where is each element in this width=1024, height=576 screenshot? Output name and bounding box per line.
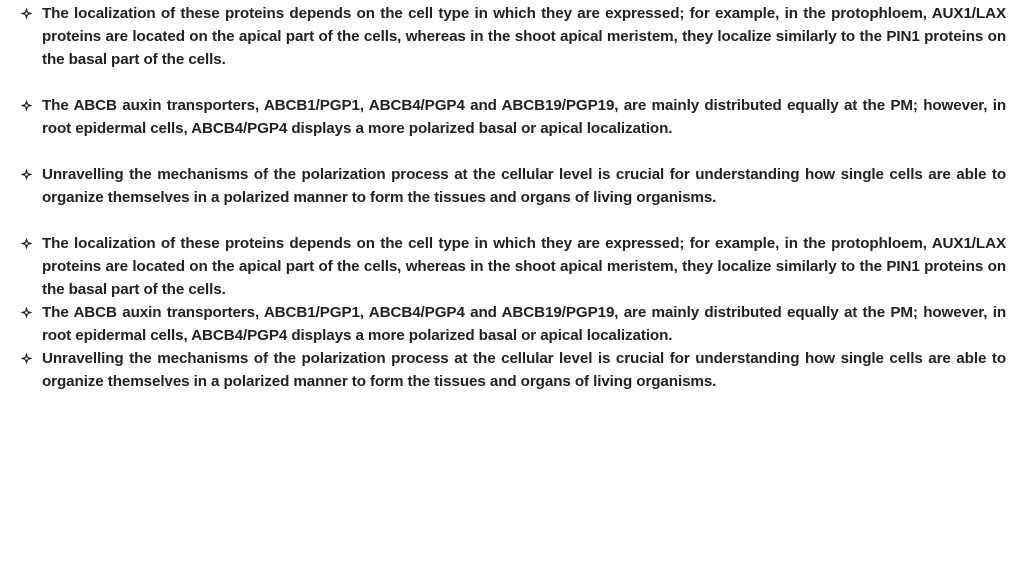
diamond-bullet-icon [18,347,34,370]
diamond-bullet-icon [18,2,34,25]
bullet-text: The ABCB auxin transporters, ABCB1/PGP1, ABCB4/PGP4 and ABCB19/PGP19, are mainly distributed equally at the PM; however, in root epidermal cells, ABCB4/PGP4 displays a more polarized basal or apical localization. [42,304,1006,344]
diamond-bullet-icon [18,94,34,117]
bullet-item [18,2,1006,71]
bullet-text: The ABCB auxin transporters, ABCB1/PGP1, ABCB4/PGP4 and ABCB19/PGP19, are mainly distributed equally at the PM; however, in root epidermal cells, ABCB4/PGP4 displays a more polarized basal or apical localization. [42,97,1006,137]
diamond-bullet-icon [18,301,34,324]
bullet-text: Unravelling the mechanisms of the polarization process at the cellular level is crucial for understanding how single cells are able to organize themselves in a polarized manner to form the tissues and organs of living organisms. [42,350,1006,390]
bullet-item [18,301,1006,347]
bullet-text: Unravelling the mechanisms of the polarization process at the cellular level is crucial for understanding how single cells are able to organize themselves in a polarized manner to form the tissues and organs of living organisms. [42,166,1006,206]
bullet-item [18,163,1006,209]
bullet-text: The localization of these proteins depends on the cell type in which they are expressed; for example, in the protophloem, AUX1/LAX proteins are located on the apical part of the cells, whereas in the shoot apical meristem, they localize similarly to the PIN1 proteins on the basal part of the cells. [42,235,1006,298]
diamond-bullet-icon [18,163,34,186]
bullet-list [18,2,1006,393]
bullet-item [18,232,1006,301]
bullet-item [18,94,1006,140]
bullet-text: The localization of these proteins depends on the cell type in which they are expressed; for example, in the protophloem, AUX1/LAX proteins are located on the apical part of the cells, whereas in the shoot apical meristem, they localize similarly to the PIN1 proteins on the basal part of the cells. [42,5,1006,68]
bullet-item [18,347,1006,393]
diamond-bullet-icon [18,232,34,255]
slide-content [18,2,1006,393]
